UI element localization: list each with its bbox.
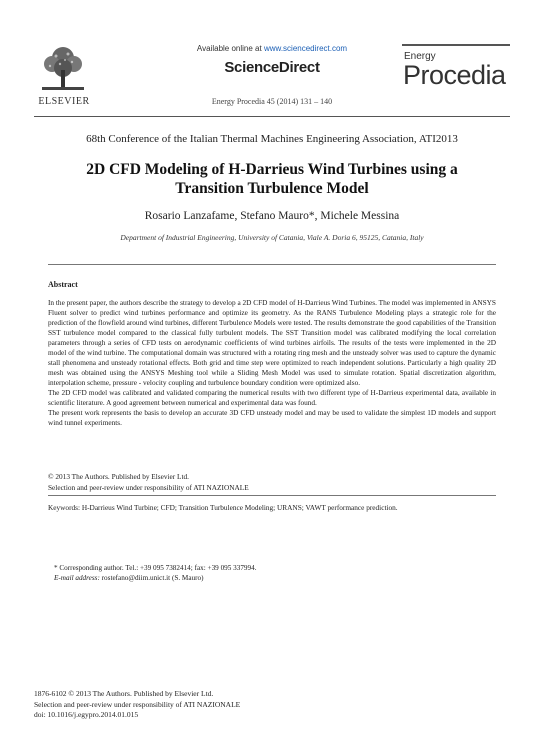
- footnote-email: [54, 573, 257, 583]
- abstract-paragraph-1: In the present paper, the authors describe the strategy to develop a 2D CFD model of H-Darrieus Wind Turbines. The model was implemented in ANSYS Fluent solver to predict wind turbines performance and optimize its geometry. As the RANS Turbulence Modeling plays a strategic role for the prediction of the flowfield around wind turbines, different Turbulence Models were tested. The results demonstrate the good capabilities of the Transition SST turbulence model compared to the classical fully turbulent models. The SST Transition model was calibrated modifying the local correlation parameters through a series of CFD tests on aerodynamic coefficients of wind turbines airfoils. The results of the tests were implemented in the 2D model of the wind turbine. The computational domain was structured with a rotating ring mesh and the unsteady solver was used to capture the dynamic stall phenomena and unsteady rotational effects. Both grid and time step were optimized to reach independent solutions. Particularly a high quality 2D mesh was obtained using the ANSYS Meshing tool while a Sliding Mesh Model was used to simulate rotation. Spatial discretization algorithm, interpolation scheme, pressure - velocity coupling and turbulence boundary condition were optimized also.: [48, 298, 496, 387]
- footnote-contact: * Corresponding author. Tel.: +39 095 7382414; fax: +39 095 337994.: [54, 564, 257, 572]
- corresponding-author-footnote: [54, 563, 257, 583]
- publication-info: [34, 689, 240, 721]
- abstract-paragraph-2: The 2D CFD model was calibrated and validated comparing the numerical results with two different type of H-Darrieus experimental data, available in scientific literature. A good agreement between numerical and experimental data was found.: [48, 388, 496, 407]
- sciencedirect-link[interactable]: www.sciencedirect.com: [263, 44, 348, 53]
- affiliation: Department of Industrial Engineering, University of Catania, Viale A. Doria 6, 95125, Catania, Italy: [120, 233, 424, 242]
- header-divider: [34, 116, 510, 117]
- doi-line[interactable]: doi: 10.1016/j.egypro.2014.01.015: [34, 710, 139, 719]
- elsevier-wordmark: ELSEVIER: [38, 96, 90, 107]
- sciencedirect-brand: ScienceDirect: [224, 59, 320, 76]
- energy-procedia-logo: [402, 44, 510, 98]
- abstract-body: [48, 298, 496, 428]
- title-line-2: Transition Turbulence Model: [175, 180, 369, 197]
- logo-series-big: Procedia: [403, 60, 506, 90]
- copyright-line-2: Selection and peer-review under responsibility of ATI NAZIONALE: [48, 483, 249, 492]
- logo-rule: [402, 44, 510, 46]
- peer-review-line: Selection and peer-review under responsibility of ATI NAZIONALE: [34, 699, 241, 709]
- journal-reference: Energy Procedia 45 (2014) 131 – 140: [211, 97, 333, 106]
- authors: Rosario Lanzafame, Stefano Mauro*, Michele Messina: [144, 210, 400, 222]
- copyright-line-1: © 2013 The Authors. Published by Elsevier Ltd.: [48, 472, 189, 481]
- title-line-1: 2D CFD Modeling of H-Darrieus Wind Turbines using a: [86, 161, 458, 178]
- available-prefix: Available online at: [196, 44, 264, 53]
- conference-line: 68th Conference of the Italian Thermal Machines Engineering Association, ATI2013: [86, 133, 458, 145]
- copyright-block: [48, 471, 249, 493]
- abstract-top-divider: [48, 264, 496, 265]
- keywords: Keywords: H-Darrieus Wind Turbine; CFD; Transition Turbulence Modeling; URANS; VAWT performance prediction.: [48, 503, 398, 512]
- abstract-paragraph-3: The present work represents the basis to develop an accurate 3D CFD unsteady model and may be used to validate the simplest 1D models and support wind tunnel experiments.: [48, 408, 496, 427]
- footnote-email-value[interactable]: rostefano@diim.unict.it (S. Mauro): [99, 574, 204, 582]
- issn-line: 1876-6102 © 2013 The Authors. Published by Elsevier Ltd.: [34, 689, 214, 698]
- paper-title: [40, 160, 504, 198]
- logo-series-small: Energy: [404, 51, 436, 62]
- abstract-heading: Abstract: [48, 280, 78, 289]
- keywords-divider: [48, 495, 496, 496]
- footnote-email-label: E-mail address:: [54, 574, 100, 582]
